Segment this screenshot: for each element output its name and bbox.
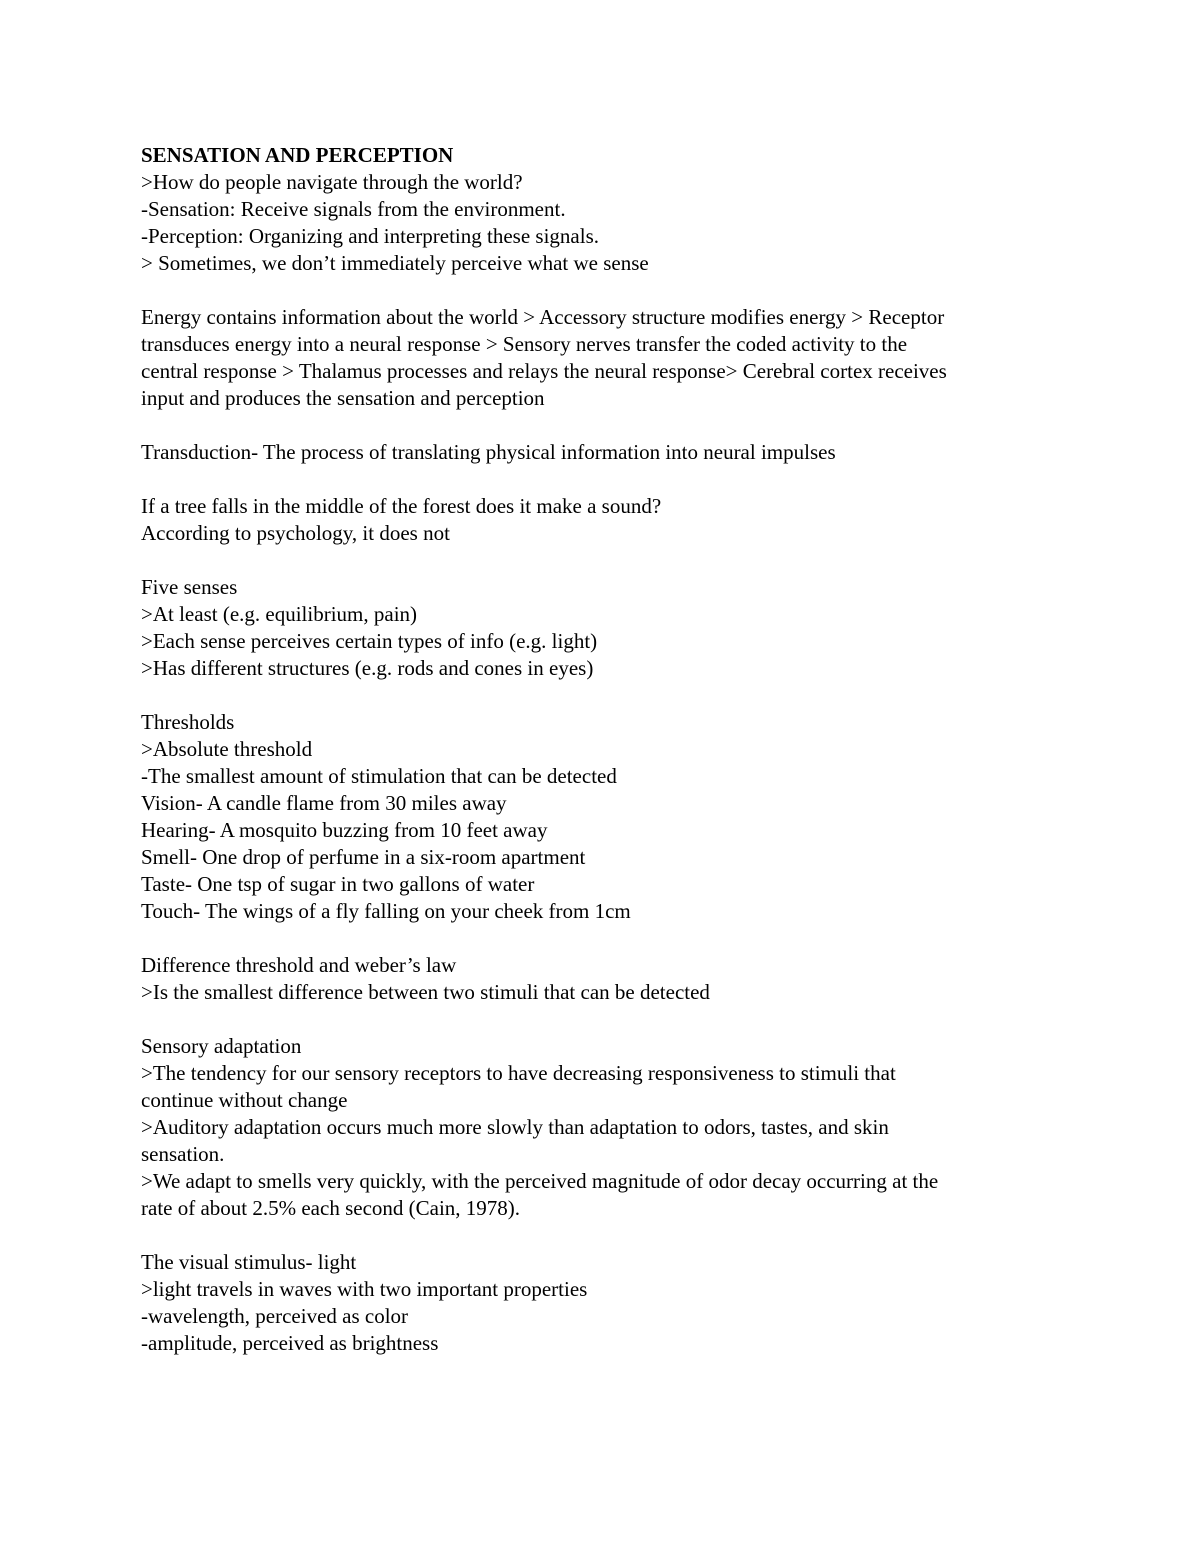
adaptation-line: sensation. [141,1142,225,1166]
adaptation-line: rate of about 2.5% each second (Cain, 1978). [141,1196,521,1220]
paragraph-gap [141,1222,1061,1249]
five-senses-line: >At least (e.g. equilibrium, pain) [141,602,418,626]
paragraph-gap [141,277,1061,304]
paragraph-gap [141,412,1061,439]
transduction-definition: Transduction- The process of translating physical information into neural impulses [141,440,836,464]
difference-heading: Difference threshold and weber’s law [141,953,457,977]
intro-line: -Sensation: Receive signals from the environment. [141,197,566,221]
tree-answer: According to psychology, it does not [141,521,450,545]
energy-paragraph-line: transduces energy into a neural response > Sensory nerves transfer the coded activity to the [141,332,908,356]
intro-line: -Perception: Organizing and interpreting these signals. [141,224,599,248]
visual-heading: The visual stimulus- light [141,1250,357,1274]
adaptation-line: continue without change [141,1088,348,1112]
paragraph-gap [141,547,1061,574]
five-senses-line: >Each sense perceives certain types of info (e.g. light) [141,629,598,653]
visual-line: -amplitude, perceived as brightness [141,1331,439,1355]
document-body [141,142,1061,1357]
tree-question: If a tree falls in the middle of the forest does it make a sound? [141,494,662,518]
visual-line: -wavelength, perceived as color [141,1304,409,1328]
thresholds-heading: Thresholds [141,710,235,734]
paragraph-gap [141,1006,1061,1033]
adaptation-line: >The tendency for our sensory receptors to have decreasing responsiveness to stimuli that [141,1061,896,1085]
difference-line: >Is the smallest difference between two stimuli that can be detected [141,980,710,1004]
thresholds-line: -The smallest amount of stimulation that can be detected [141,764,617,788]
paragraph-gap [141,682,1061,709]
energy-paragraph-line: Energy contains information about the world > Accessory structure modifies energy > Receptor [141,305,945,329]
thresholds-line: Touch- The wings of a fly falling on your cheek from 1cm [141,899,631,923]
visual-line: >light travels in waves with two important properties [141,1277,588,1301]
intro-line: >How do people navigate through the world? [141,170,523,194]
paragraph-gap [141,925,1061,952]
intro-line: > Sometimes, we don’t immediately perceive what we sense [141,251,649,275]
thresholds-line: Taste- One tsp of sugar in two gallons of water [141,872,535,896]
document-title: SENSATION AND PERCEPTION [141,143,454,167]
five-senses-heading: Five senses [141,575,238,599]
energy-paragraph-line: central response > Thalamus processes and relays the neural response> Cerebral cortex receives [141,359,947,383]
thresholds-line: Vision- A candle flame from 30 miles away [141,791,507,815]
adaptation-line: >We adapt to smells very quickly, with the perceived magnitude of odor decay occurring at the [141,1169,939,1193]
thresholds-line: Hearing- A mosquito buzzing from 10 feet away [141,818,548,842]
paragraph-gap [141,466,1061,493]
energy-paragraph-line: input and produces the sensation and perception [141,386,545,410]
adaptation-line: >Auditory adaptation occurs much more slowly than adaptation to odors, tastes, and skin [141,1115,889,1139]
five-senses-line: >Has different structures (e.g. rods and cones in eyes) [141,656,594,680]
thresholds-line: Smell- One drop of perfume in a six-room apartment [141,845,586,869]
adaptation-heading: Sensory adaptation [141,1034,302,1058]
thresholds-line: >Absolute threshold [141,737,313,761]
